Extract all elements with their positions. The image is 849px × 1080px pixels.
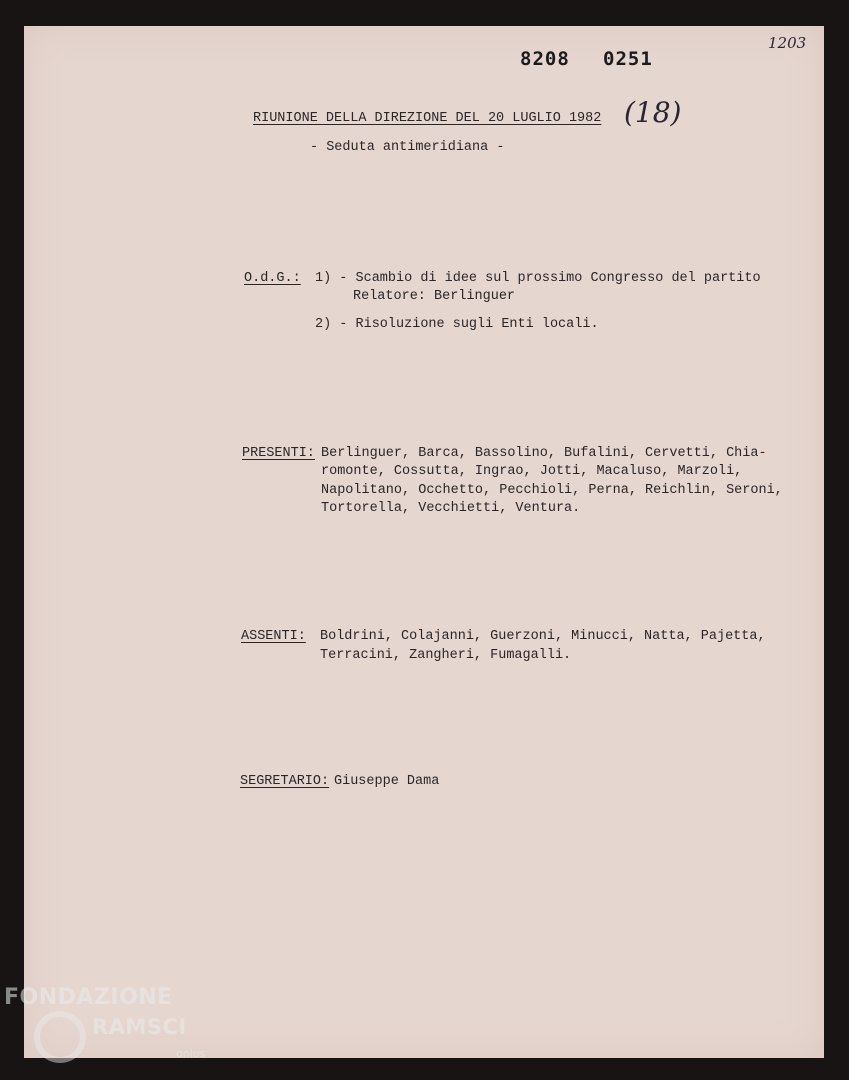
document-page [24,26,824,1058]
handwritten-page-number: 1203 [768,34,807,52]
presenti-line-4: Tortorella, Vecchietti, Ventura. [321,501,581,516]
watermark-line-1: FONDAZIONE [4,985,173,1010]
meeting-subtitle: - Seduta antimeridiana - [310,140,505,155]
odg-item-2: 2) - Risoluzione sugli Enti locali. [315,317,599,332]
watermark-g-logo-icon [34,1011,86,1063]
odg-label: O.d.G.: [244,271,301,286]
assenti-label: ASSENTI: [241,629,306,644]
presenti-line-2: romonte, Cossutta, Ingrao, Jotti, Macaluso, Marzoli, [321,464,743,479]
odg-item-1-speaker: Relatore: Berlinguer [353,289,516,304]
meeting-title: RIUNIONE DELLA DIREZIONE DEL 20 LUGLIO 1982 [253,111,602,126]
assenti-line-1: Boldrini, Colajanni, Guerzoni, Minucci, Natta, Pajetta, [320,629,766,644]
assenti-line-2: Terracini, Zangheri, Fumagalli. [320,648,572,663]
archive-number-left: 8208 [520,48,570,70]
watermark-line-2: RAMSCI [92,1015,187,1039]
handwritten-item-number: (18) [624,96,682,129]
odg-item-1: 1) - Scambio di idee sul prossimo Congresso del partito [315,271,761,286]
segretario-name: Giuseppe Dama [334,774,440,789]
watermark-line-3: onlus [176,1047,206,1060]
presenti-line-3: Napolitano, Occhetto, Pecchioli, Perna, Reichlin, Seroni, [321,483,783,498]
presenti-label: PRESENTI: [242,446,315,461]
archive-number-right: 0251 [603,48,653,70]
segretario-label: SEGRETARIO: [240,774,330,789]
presenti-line-1: Berlinguer, Barca, Bassolino, Bufalini, Cervetti, Chia- [321,446,767,461]
